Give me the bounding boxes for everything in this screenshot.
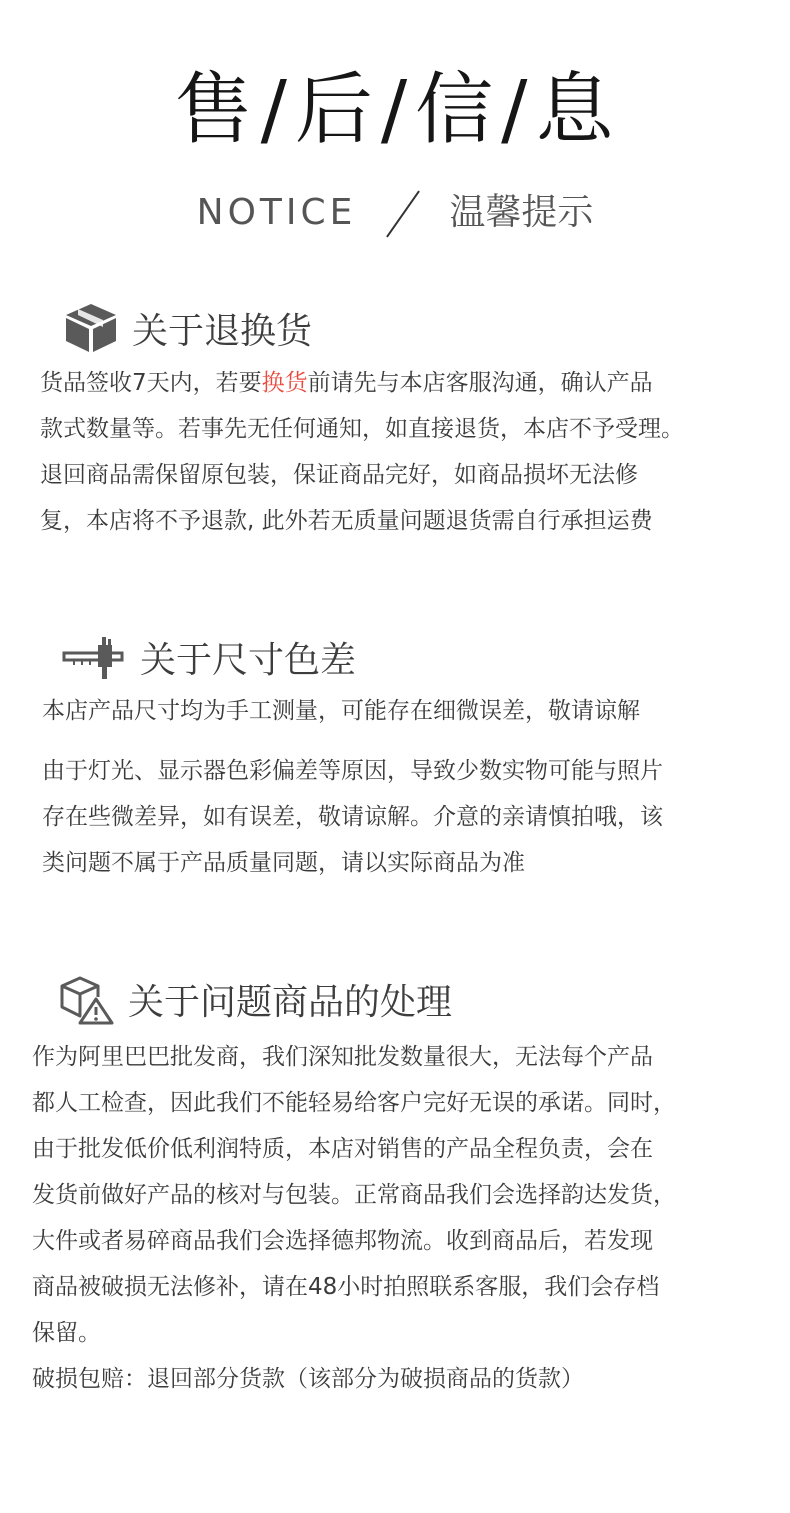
section-size-text [42, 688, 782, 734]
title-slash: / [380, 65, 410, 155]
section-returns-text [40, 360, 780, 544]
section-color-text [42, 748, 782, 886]
title-char: 信 [415, 65, 496, 155]
text-line: 本店产品尺寸均为手工测量，可能存在细微误差，敬请谅解 [42, 698, 640, 724]
section-issues-heading [58, 974, 452, 1025]
text-line: 都人工检查，因此我们不能轻易给客户完好无误的承诺。同时， [32, 1090, 676, 1116]
subtitle-cn: 温馨提示 [449, 192, 594, 233]
section-size-heading [62, 632, 356, 683]
section-title: 关于退换货 [132, 310, 313, 352]
text-line: 由于灯光、显示器色彩偏差等原因，导致少数实物可能与照片 [42, 758, 663, 784]
box-warning-icon [58, 975, 114, 1025]
text-line: 大件或者易碎商品我们会选择德邦物流。收到商品后，若发现 [32, 1228, 653, 1254]
caliper-icon [62, 635, 126, 681]
subtitle [0, 186, 790, 242]
text-line: 商品被破损无法修补，请在48小时拍照联系客服，我们会存档 [32, 1274, 660, 1300]
package-icon [64, 302, 118, 354]
page-title [0, 60, 790, 160]
text-segment: 前请先与本店客服沟通，确认产品 [307, 370, 653, 396]
text-line: 存在些微差异，如有误差，敬请谅解。介意的亲请慎拍哦，该 [42, 804, 663, 830]
text-line: 破损包赔：退回部分货款（该部分为破损商品的货款） [32, 1366, 584, 1392]
title-char: 售 [174, 65, 255, 155]
text-line: 复，本店将不予退款, 此外若无质量问题退货需自行承担运费 [40, 508, 653, 534]
notice-text: NOTICE [196, 192, 357, 233]
text-line: 作为阿里巴巴批发商，我们深知批发数量很大，无法每个产品 [32, 1044, 653, 1070]
text-line: 由于批发低价低利润特质，本店对销售的产品全程负责，会在 [32, 1136, 653, 1162]
text-segment: 货品签收7天内，若要 [40, 370, 262, 396]
title-char: 后 [294, 65, 375, 155]
highlight-text: 换货 [261, 370, 308, 396]
text-line: 保留。 [32, 1320, 101, 1346]
text-line: 发货前做好产品的核对与包装。正常商品我们会选择韵达发货， [32, 1182, 676, 1208]
section-title: 关于问题商品的处理 [128, 982, 453, 1023]
text-line: 款式数量等。若事先无任何通知，如直接退货，本店不予受理。 [40, 416, 684, 442]
title-slash: / [501, 65, 530, 155]
subtitle-divider [386, 190, 420, 237]
text-line [40, 360, 780, 406]
title-slash: / [260, 65, 289, 155]
text-line: 类问题不属于产品质量同题，请以实际商品为准 [42, 850, 525, 876]
text-line: 退回商品需保留原包装，保证商品完好，如商品损坏无法修 [40, 462, 638, 488]
section-issues-text [32, 1034, 772, 1402]
section-title: 关于尺寸色差 [140, 640, 357, 681]
title-char: 息 [535, 65, 616, 155]
section-returns-heading [64, 302, 312, 354]
